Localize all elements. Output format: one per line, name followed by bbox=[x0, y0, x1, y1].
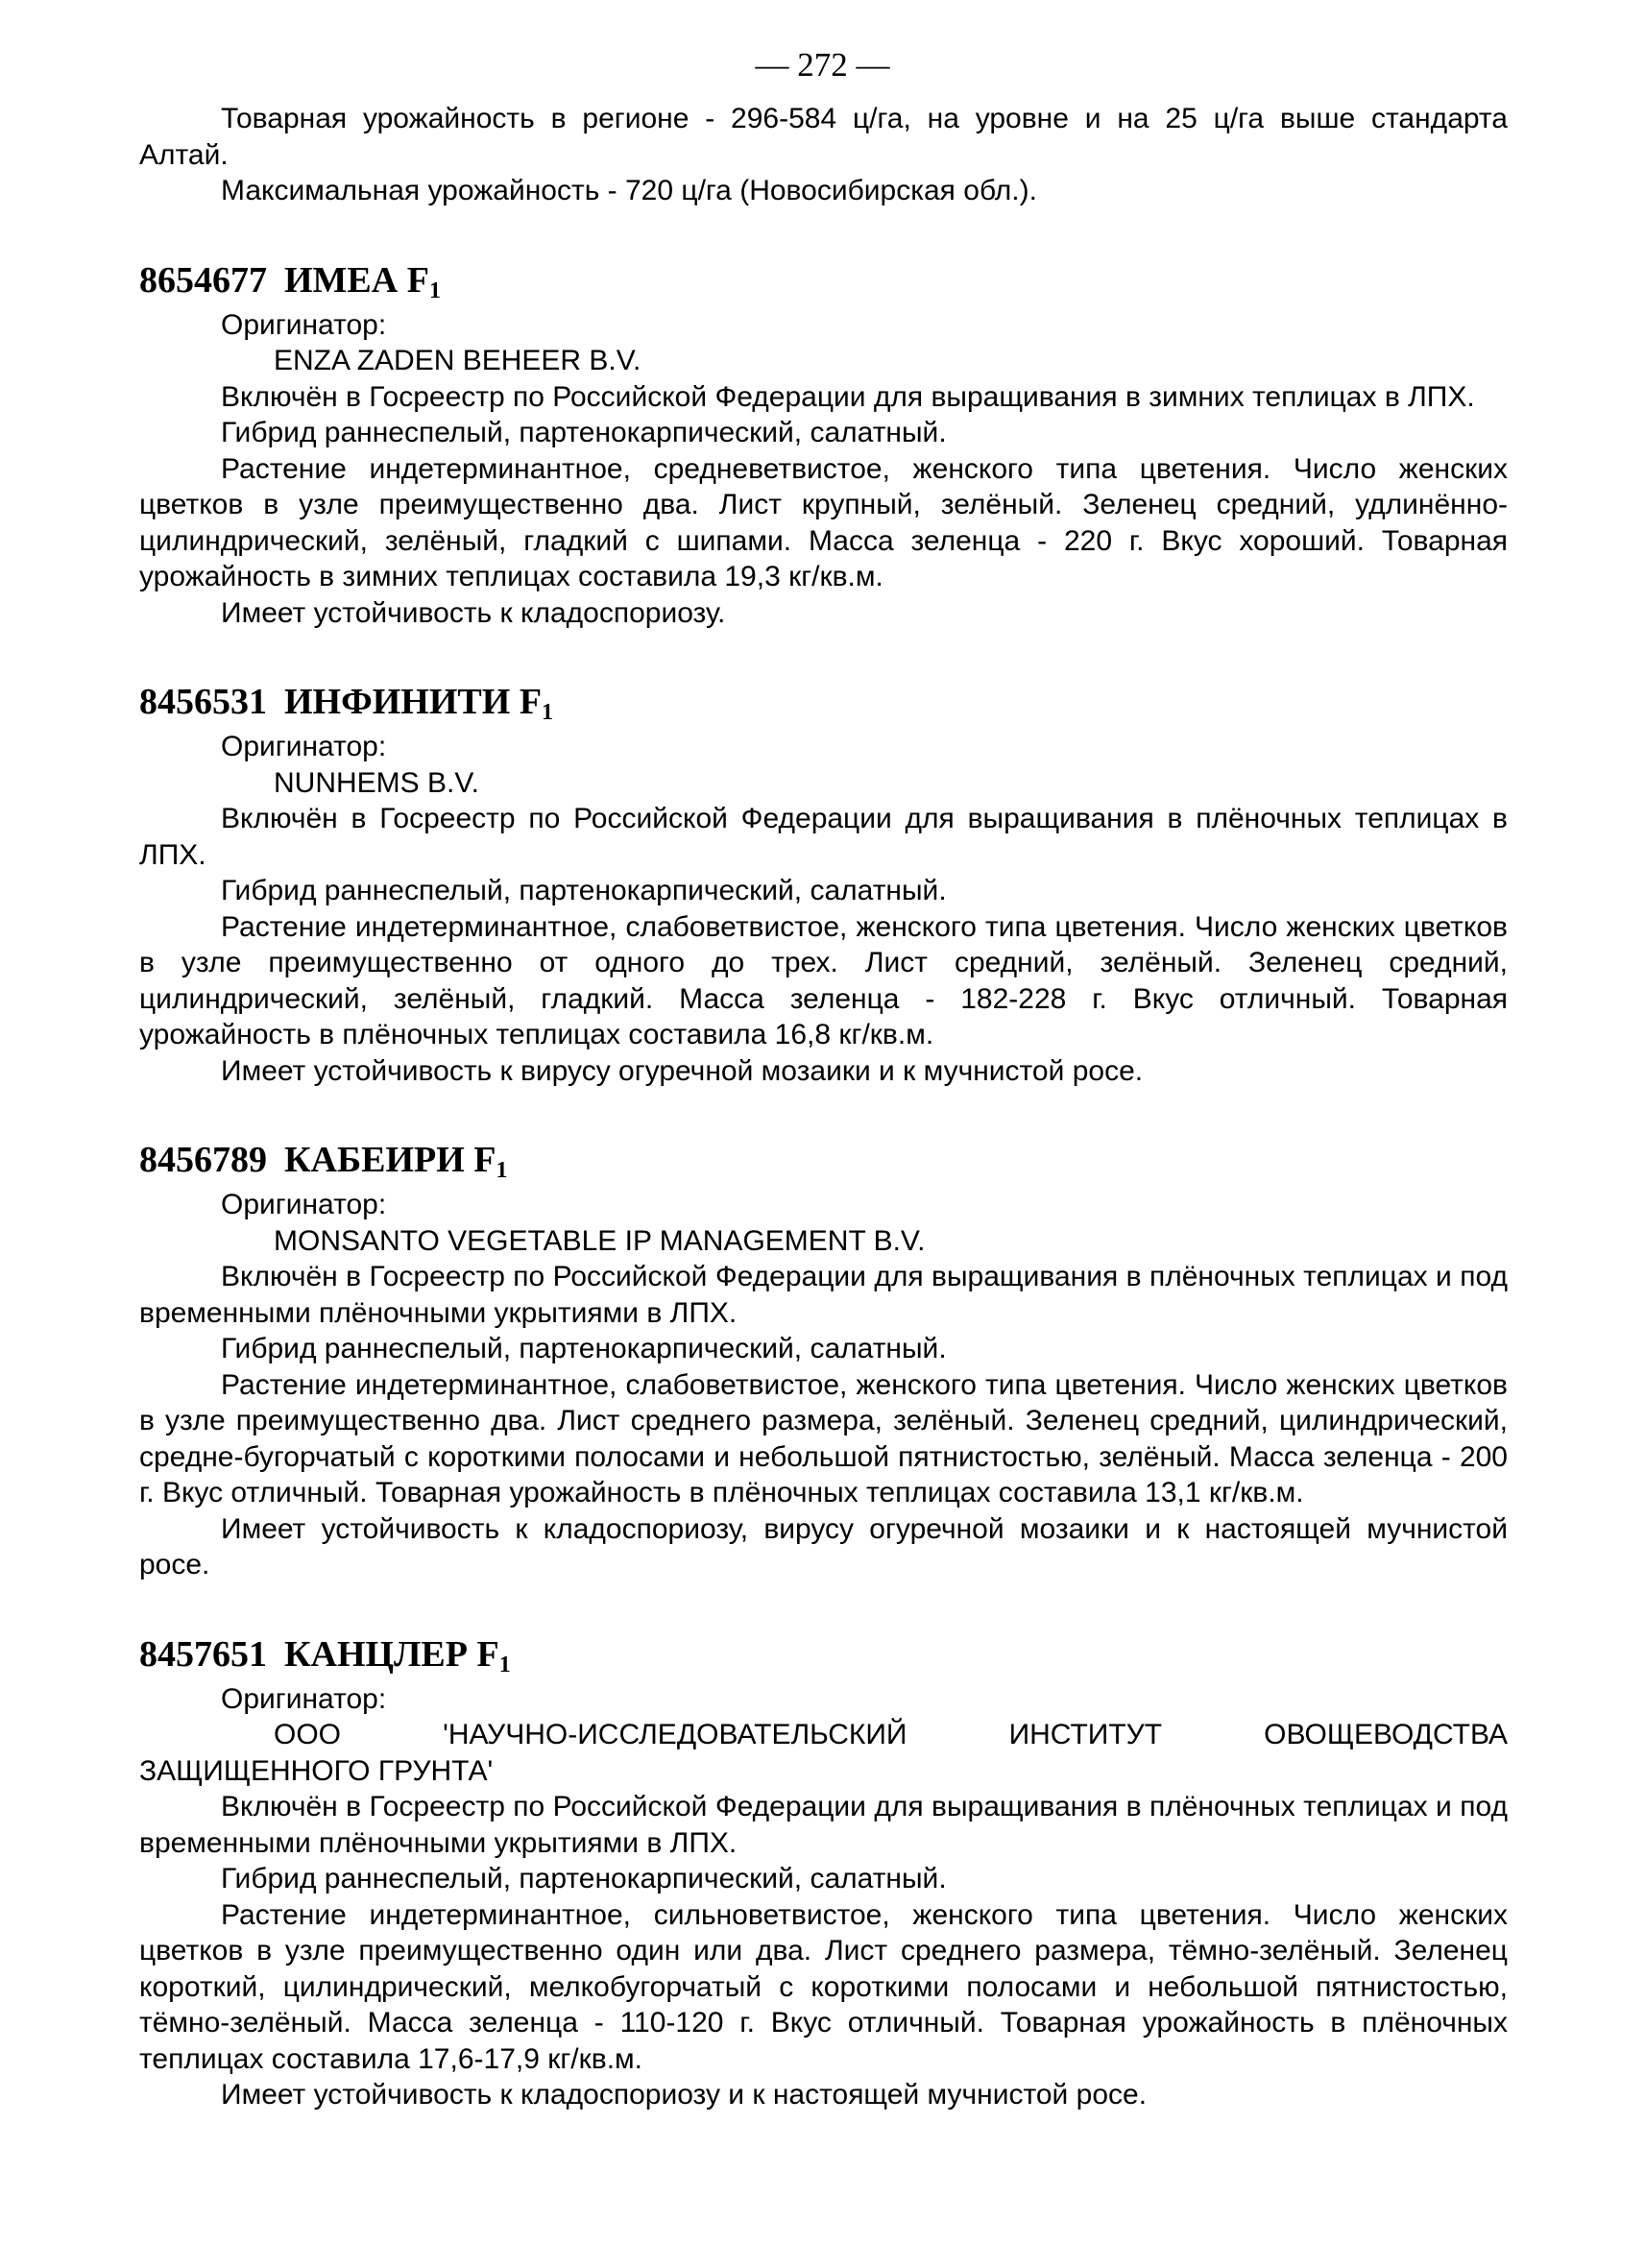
originator-label: Оригинатор: bbox=[221, 1682, 387, 1715]
description-text: Растение индетерминантное, сильноветвистое, женского типа цветения. Число женских цветков в узле преимущественно один или два. Лист среднего размера, тёмно-зелёный. Зеленец короткий, цилиндрический, мелкобугорчатый с короткими полосами и небольшой пятнистостью, тёмно-зелёный. Масса зеленца - 110-120 г. Вкус отличный. Товарная урожайность в плёночных теплицах составила 17,6-17,9 кг/кв.м. bbox=[139, 1898, 1508, 2075]
variety-entry bbox=[139, 259, 1508, 632]
entry-title bbox=[139, 1633, 1508, 1676]
entry-name: ИНФИНИТИ F bbox=[284, 682, 543, 722]
hybrid-text: Гибрид раннеспелый, партенокарпический, салатный. bbox=[221, 875, 947, 906]
description-text: Растение индетерминантное, слабоветвистое, женского типа цветения. Число женских цветков в узле преимущественно от одного до трех. Лист средний, зелёный. Зеленец средний, цилиндрический, зелёный, гладкий. Масса зеленца - 182-228 г. Вкус отличный. Товарная урожайность в плёночных теплицах составила 16,8 кг/кв.м. bbox=[139, 910, 1508, 1050]
originator-label: Оригинатор: bbox=[221, 308, 387, 341]
entry-name: КАБЕИРИ F bbox=[284, 1140, 496, 1180]
hybrid-text: Гибрид раннеспелый, партенокарпический, салатный. bbox=[221, 417, 947, 448]
entry-code: 8654677 bbox=[139, 259, 267, 301]
page-number: — 272 — bbox=[755, 46, 890, 84]
hybrid-text: Гибрид раннеспелый, партенокарпический, салатный. bbox=[221, 1863, 947, 1894]
register-text: Включён в Госреестр по Российской Федерации для выращивания в плёночных теплицах в ЛПХ. bbox=[139, 803, 1508, 871]
variety-entry bbox=[139, 681, 1508, 1089]
entry-name-subscript: 1 bbox=[428, 277, 441, 303]
originator-name: ENZA ZADEN BEHEER B.V. bbox=[274, 345, 641, 376]
register-text: Включён в Госреестр по Российской Федерации для выращивания в плёночных теплицах и под временными плёночными укрытиями в ЛПХ. bbox=[139, 1261, 1508, 1329]
entry-name: КАНЦЛЕР F bbox=[284, 1633, 499, 1675]
entry-title bbox=[139, 259, 1508, 302]
originator-label: Оригинатор: bbox=[221, 731, 387, 762]
intro-line: Товарная урожайность в регионе - 296-584 ц/га, на уровне и на 25 ц/га выше стандарта bbox=[221, 103, 1508, 134]
originator-name: MONSANTO VEGETABLE IP MANAGEMENT B.V. bbox=[274, 1224, 926, 1257]
entry-name-subscript: 1 bbox=[498, 1652, 511, 1677]
originator-name: ООО 'НАУЧНО-ИССЛЕДОВАТЕЛЬСКИЙ ИНСТИТУТ ОВОЩЕВОДСТВА bbox=[274, 1719, 1508, 1750]
entry-code: 8456531 bbox=[139, 682, 267, 722]
register-text: Включён в Госреестр по Российской Федерации для выращивания в плёночных теплицах и под временными плёночными укрытиями в ЛПХ. bbox=[139, 1791, 1508, 1859]
originator-name-continued: ЗАЩИЩЕННОГО ГРУНТА' bbox=[139, 1754, 494, 1787]
originator-name: NUNHEMS B.V. bbox=[274, 766, 479, 799]
entry-code: 8456789 bbox=[139, 1140, 267, 1180]
description-text: Растение индетерминантное, средневетвистое, женского типа цветения. Число женских цветков в узле преимущественно два. Лист крупный, зелёный. Зеленец средний, удлинённо-цилиндрический, зелёный, гладкий с шипами. Масса зеленца - 220 г. Вкус хороший. Товарная урожайность в зимних теплицах составила 19,3 кг/кв.м. bbox=[139, 452, 1508, 592]
variety-entry bbox=[139, 1139, 1508, 1583]
entry-name-subscript: 1 bbox=[496, 1158, 508, 1183]
originator-label: Оригинатор: bbox=[221, 1189, 387, 1220]
page-content bbox=[139, 101, 1508, 2113]
resistance-text: Имеет устойчивость к вирусу огуречной мозаики и к мучнистой росе. bbox=[221, 1054, 1144, 1087]
intro-line: Максимальная урожайность - 720 ц/га (Новосибирская обл.). bbox=[221, 175, 1037, 206]
entry-title bbox=[139, 681, 1508, 723]
entry-title bbox=[139, 1139, 1508, 1181]
resistance-text: Имеет устойчивость к кладоспориозу. bbox=[221, 596, 726, 629]
variety-entry bbox=[139, 1633, 1508, 2113]
entry-name-subscript: 1 bbox=[542, 700, 554, 725]
description-text: Растение индетерминантное, слабоветвистое, женского типа цветения. Число женских цветков в узле преимущественно два. Лист среднего размера, зелёный. Зеленец средний, цилиндрический, средне-бугорчатый с короткими полосами и небольшой пятнистостью, зелёный. Масса зеленца - 200 г. Вкус отличный. Товарная урожайность в плёночных теплицах составила 13,1 кг/кв.м. bbox=[139, 1368, 1508, 1508]
resistance-text: Имеет устойчивость к кладоспориозу, вирусу огуречной мозаики и к настоящей мучнистой росе. bbox=[139, 1512, 1508, 1580]
entry-name: ИМЕА F bbox=[284, 259, 429, 301]
register-text: Включён в Госреестр по Российской Федерации для выращивания в зимних теплицах в ЛПХ. bbox=[221, 380, 1475, 413]
hybrid-text: Гибрид раннеспелый, партенокарпический, салатный. bbox=[221, 1333, 947, 1364]
resistance-text: Имеет устойчивость к кладоспориозу и к настоящей мучнистой росе. bbox=[221, 2079, 1148, 2111]
intro-line: Алтай. bbox=[139, 138, 229, 171]
entry-code: 8457651 bbox=[139, 1633, 267, 1675]
intro-section bbox=[139, 101, 1508, 209]
